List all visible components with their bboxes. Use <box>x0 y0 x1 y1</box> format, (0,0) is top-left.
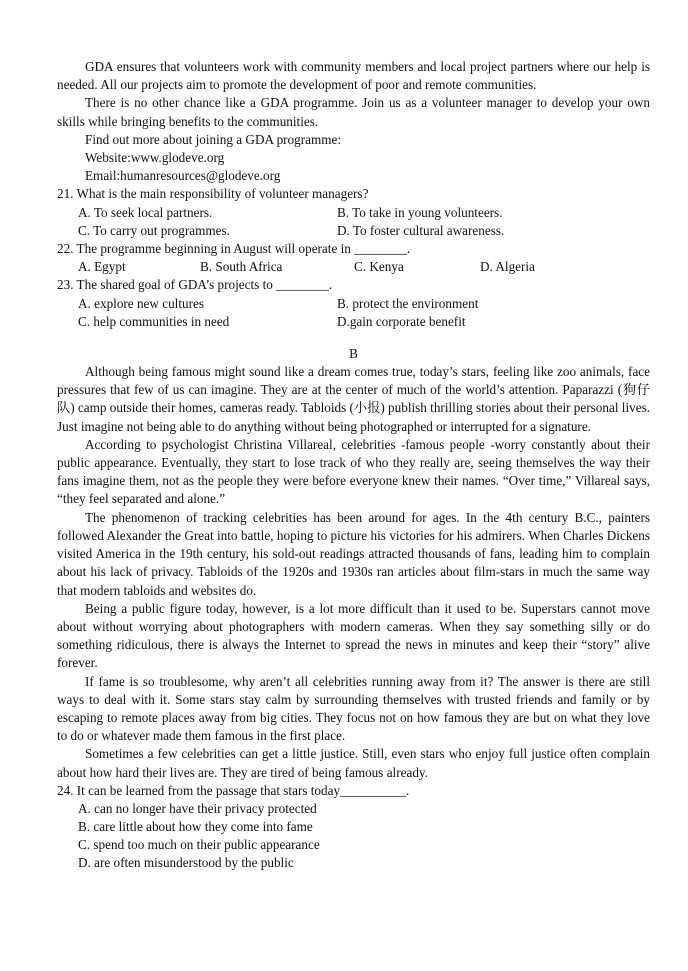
option-22-a: A. Egypt <box>78 259 126 275</box>
section-b-heading: B <box>349 345 358 361</box>
question-24-stem: 24. It can be learned from the passage that stars today__________. <box>57 782 410 798</box>
passage-b-paragraph-3: The phenomenon of tracking celebrities has been around for ages. In the 4th century B.C., painters followed Alexander the Great into battle, hoping to picture his victories for his admirers. When Charles Dickens visited America in the 19th century, his sold-out readings attracted thousands of fans, leading him to complain about his lack of privacy. Tabloids of the 1920s and 1930s ran articles about film-stars in much the same way that modern tabloids and websites do. <box>57 509 650 598</box>
option-21-d: D. To foster cultural awareness. <box>337 222 505 238</box>
option-21-a: A. To seek local partners. <box>78 204 213 220</box>
passage-b-paragraph-6: Sometimes a few celebrities can get a little justice. Still, even stars who enjoy full justice often complain about how hard their lives are. They are tired of being famous already. <box>57 746 650 780</box>
question-23-stem: 23. The shared goal of GDA’s projects to ________. <box>57 277 333 293</box>
option-24-c: C. spend too much on their public appearance <box>78 837 320 853</box>
option-23-b: B. protect the environment <box>337 295 479 311</box>
find-out-more: Find out more about joining a GDA programme: <box>85 131 342 147</box>
question-23-options-row-1 <box>57 295 650 313</box>
option-24-d: D. are often misunderstood by the public <box>78 855 294 871</box>
option-22-d: D. Algeria <box>480 259 535 275</box>
option-22-c: C. Kenya <box>354 259 404 275</box>
email-line: Email:humanresources@glodeve.org <box>85 168 281 184</box>
document-page <box>57 58 650 873</box>
question-21-options-row-1 <box>57 204 650 222</box>
option-23-a: A. explore new cultures <box>78 295 204 311</box>
option-21-b: B. To take in young volunteers. <box>337 204 503 220</box>
intro-paragraph-2: There is no other chance like a GDA programme. Join us as a volunteer manager to develop your own skills while bringing benefits to the communities. <box>57 95 650 129</box>
option-23-c: C. help communities in need <box>78 313 230 329</box>
question-23-options-row-2 <box>57 313 650 331</box>
option-21-c: C. To carry out programmes. <box>78 222 230 238</box>
question-21-options-row-2 <box>57 222 650 240</box>
passage-b-paragraph-4: Being a public figure today, however, is a lot more difficult than it used to be. Superstars cannot move about without worrying about photographers with modern cameras. When they say something silly or do something ridiculous, there is always the Internet to spread the news in minutes and keep their “story” alive forever. <box>57 600 650 671</box>
passage-b-paragraph-5: If fame is so troublesome, why aren’t all celebrities running away from it? The answer is there are still ways to deal with it. Some stars stay calm by surrounding themselves with trusted friends and family or by escaping to remote places away from big cities. They focus not on how famous they are but on what they love to do or whatever made them famous in the first place. <box>57 673 650 744</box>
website-line: Website:www.glodeve.org <box>85 150 225 165</box>
option-24-a: A. can no longer have their privacy protected <box>78 800 317 816</box>
question-21-stem: 21. What is the main responsibility of volunteer managers? <box>57 186 369 202</box>
passage-b-paragraph-2: According to psychologist Christina Villareal, celebrities -famous people -worry constantly about their public appearance. Eventually, they start to lose track of who they really are, seeing themselves the way their fans imagine them, not as the people they were before everyone knew their names. “Over time,” Villareal says, “they feel separated and alone.” <box>57 436 650 507</box>
question-22-options <box>57 258 650 276</box>
option-24-b: B. care little about how they come into fame <box>78 819 313 835</box>
option-23-d: D.gain corporate benefit <box>337 313 466 329</box>
question-22-stem: 22. The programme beginning in August will operate in ________. <box>57 240 411 256</box>
intro-paragraph-1: GDA ensures that volunteers work with community members and local project partners where our help is needed. All our projects aim to promote the development of poor and remote communities. <box>57 59 650 93</box>
option-22-b: B. South Africa <box>200 259 283 275</box>
passage-b-paragraph-1: Although being famous might sound like a dream comes true, today’s stars, feeling like zoo animals, face pressures that few of us can imagine. They are at the center of much of the world’s attention. Paparazzi (狗仔队) camp outside their homes, cameras ready. Tabloids (小报) publish thrilling stories about their personal lives. Just imagine not being able to do anything without being photographed or interrupted for a signature. <box>57 364 650 434</box>
